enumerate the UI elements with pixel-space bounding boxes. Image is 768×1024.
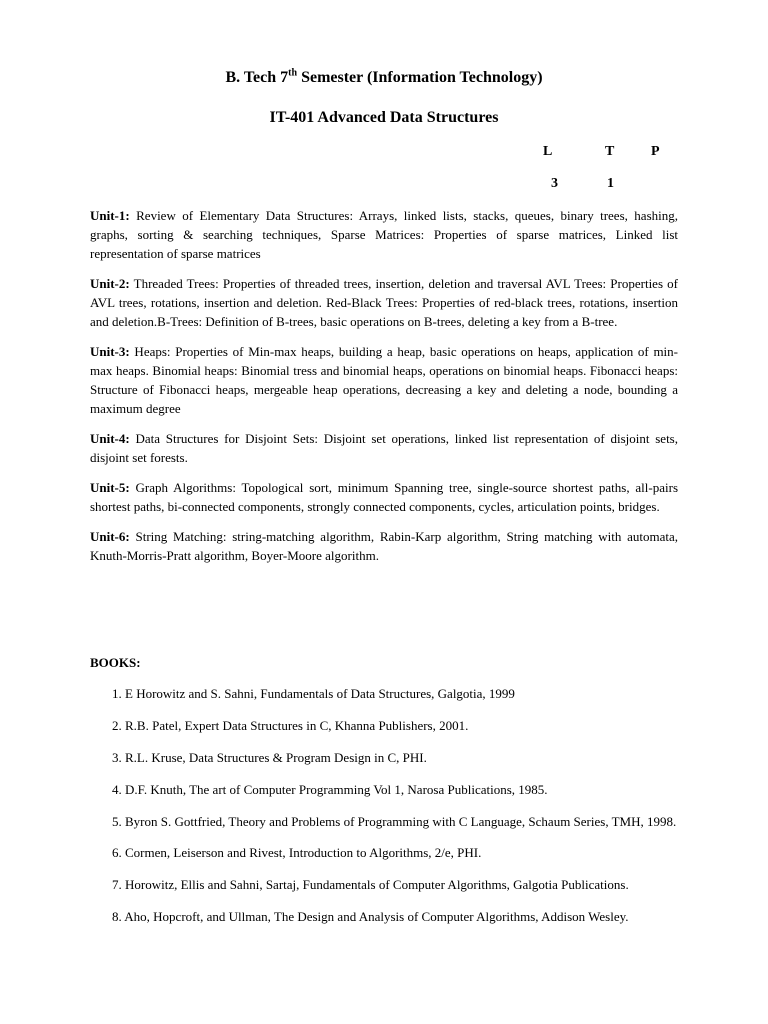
unit-text: Threaded Trees: Properties of threaded trees, insertion, deletion and traversal AVL Trees: Properties of AVL trees, rotations, insertion and deletion. Red-Black Trees: Properties of red-black trees, rotations, insertion and deletion.B-Trees: Definition of B-trees, basic operations on B-trees, deleting a key from a B-tree. [90,276,678,329]
unit-4 [90,429,678,467]
unit-5 [90,478,678,516]
book-item: 1. E Horowitz and S. Sahni, Fundamentals of Data Structures, Galgotia, 1999 [112,686,515,701]
ltp-value-t: 1 [607,176,614,191]
books-list [112,685,678,940]
unit-label: Unit-1: [90,208,130,223]
unit-label: Unit-6: [90,529,130,544]
ltp-label-t: T [605,144,615,159]
book-item: 4. D.F. Knuth, The art of Computer Programming Vol 1, Narosa Publications, 1985. [112,782,548,797]
unit-text: Review of Elementary Data Structures: Arrays, linked lists, stacks, queues, binary trees, hashing, graphs, sorting & searching techniques, Sparse Matrices: Properties of sparse matrices, Linked list representation of sparse matrices [90,208,678,261]
book-item: 8. Aho, Hopcroft, and Ullman, The Design and Analysis of Computer Algorithms, Addison Wesley. [112,909,629,924]
unit-text: Graph Algorithms: Topological sort, minimum Spanning tree, single-source shortest paths, all-pairs shortest paths, bi-connected components, strongly connected components, cycles, articulation points, bridges. [90,480,678,514]
book-item: 2. R.B. Patel, Expert Data Structures in C, Khanna Publishers, 2001. [112,718,469,733]
unit-label: Unit-4: [90,431,130,446]
unit-label: Unit-3: [90,344,130,359]
course-title: IT-401 Advanced Data Structures [269,109,499,126]
unit-text: Heaps: Properties of Min-max heaps, building a heap, basic operations on heaps, application of min-max heaps. Binomial heaps: Binomial tress and binomial heaps, operations on binomial heaps. Fibonacci heaps: Structure of Fibonacci heaps, mergeable heap operations, decreasing a key and deleting a node, bounding a maximum degree [90,344,678,416]
unit-3 [90,342,678,418]
ltp-label-p: P [651,144,660,159]
book-item: 3. R.L. Kruse, Data Structures & Program Design in C, PHI. [112,750,427,765]
unit-text: String Matching: string-matching algorithm, Rabin-Karp algorithm, String matching with automata, Knuth-Morris-Pratt algorithm, Boyer-Moore algorithm. [90,529,678,563]
unit-6 [90,527,678,565]
ltp-value-l: 3 [551,176,558,191]
books-heading: BOOKS: [90,655,141,670]
book-item: 7. Horowitz, Ellis and Sahni, Sartaj, Fundamentals of Computer Algorithms, Galgotia Publications. [112,877,629,892]
book-item: 6. Cormen, Leiserson and Rivest, Introduction to Algorithms, 2/e, PHI. [112,845,482,860]
units-section [90,206,678,576]
book-item: 5. Byron S. Gottfried, Theory and Problems of Programming with C Language, Schaum Series, TMH, 1998. [112,814,677,829]
unit-label: Unit-5: [90,480,130,495]
program-title: B. Tech 7th Semester (Information Technology) [225,67,543,86]
unit-1 [90,206,678,263]
unit-2 [90,274,678,331]
ordinal-suffix: th [288,67,298,79]
unit-text: Data Structures for Disjoint Sets: Disjoint set operations, linked list representation of disjoint sets, disjoint set forests. [90,431,678,465]
unit-label: Unit-2: [90,276,130,291]
ltp-label-l: L [543,144,553,159]
